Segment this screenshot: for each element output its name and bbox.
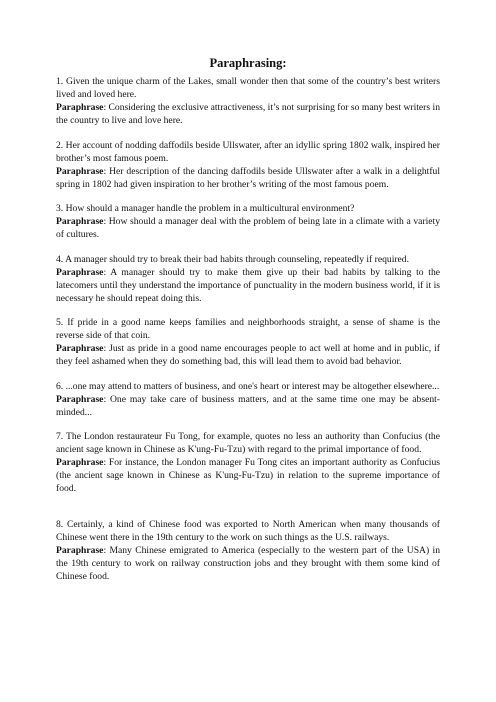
original-sentence: 1. Given the unique charm of the Lakes, small wonder then that some of the country’s best writers lived and loved here. xyxy=(56,76,440,100)
paraphrase-label: Paraphrase xyxy=(56,343,104,354)
paraphrase-label: Paraphrase xyxy=(56,102,104,113)
paraphrase-text: : Considering the exclusive attractiveness, it’s not surprising for so many best writers in the country to live and love here. xyxy=(56,102,440,126)
paraphrase-text: : Many Chinese emigrated to America (especially to the western part of the USA) in the 19th century to work on railway construction jobs and they brought with them some kind of Chinese food. xyxy=(56,545,440,582)
paraphrase-item-5 xyxy=(56,316,440,368)
paraphrase-label: Paraphrase xyxy=(56,457,104,468)
paraphrase-label: Paraphrase xyxy=(56,216,104,227)
original-sentence: 6. ...one may attend to matters of business, and one's heart or interest may be altogether elsewhere... xyxy=(56,380,440,392)
paraphrase-label: Paraphrase xyxy=(56,545,104,556)
paraphrase-sentence xyxy=(56,215,440,241)
paraphrase-item-6 xyxy=(56,380,440,419)
paraphrase-item-3 xyxy=(56,202,440,241)
paraphrase-item-4 xyxy=(56,253,440,305)
paraphrase-sentence xyxy=(56,342,440,368)
paraphrase-item-8 xyxy=(56,518,440,583)
paraphrase-sentence xyxy=(56,456,440,495)
original-sentence: 7. The London restaurateur Fu Tong, for example, quotes no less an authority than Confucius (the ancient sage known in Chinese as K'ung-Fu-Tzu) with regard to the primal importance of food. xyxy=(56,431,440,455)
paraphrase-text: : Her description of the dancing daffodils beside Ullswater after a walk in a delightful spring in 1802 had given inspiration to her brother’s writing of the most famous poem. xyxy=(56,165,440,190)
paraphrase-text: : One may take care of business matters, and at the same time one may be absent-minded... xyxy=(56,393,440,418)
paraphrase-sentence xyxy=(56,393,440,419)
paraphrase-item-2 xyxy=(56,139,440,191)
page-title: Paraphrasing: xyxy=(209,56,287,70)
paraphrase-label: Paraphrase xyxy=(56,165,104,177)
original-sentence: 4. A manager should try to break their bad habits through counseling, repeatedly if required. xyxy=(56,253,410,265)
paraphrase-sentence xyxy=(56,266,440,305)
paraphrase-sentence xyxy=(56,101,440,127)
paraphrase-label: Paraphrase xyxy=(56,266,104,278)
original-sentence: 5. If pride in a good name keeps families and neighborhoods straight, a sense of shame is the reverse side of that coin. xyxy=(56,317,440,341)
original-sentence: 2. Her account of nodding daffodils beside Ullswater, after an idyllic spring 1802 walk, inspired her brother’s most famous poem. xyxy=(56,139,440,164)
paraphrase-label: Paraphrase xyxy=(56,393,104,405)
original-sentence: 8. Certainly, a kind of Chinese food was exported to North American when many thousands of Chinese went there in the 19th century to the work on such things as the U.S. railways. xyxy=(56,519,440,543)
paraphrase-item-1 xyxy=(56,75,440,127)
paraphrase-sentence xyxy=(56,544,440,583)
paraphrase-item-7 xyxy=(56,430,440,495)
paraphrase-sentence xyxy=(56,165,440,191)
paraphrase-text: : A manager should try to make them give up their bad habits by talking to the latecomers until they understand the importance of punctuality in the modern business world, if it is necessary he should repeat doing this. xyxy=(56,266,440,304)
paraphrase-text: : How should a manager deal with the problem of being late in a climate with a variety of cultures. xyxy=(56,216,440,240)
paraphrase-text: : For instance, the London manager Fu Tong cites an important authority as Confucius (the ancient sage known in Chinese as K'ung-Fu-Tzu) in relation to the supreme importance of food. xyxy=(56,457,440,494)
paraphrase-text: : Just as pride in a good name encourages people to act well at home and in public, if they feel ashamed when they do something bad, this will lead them to avoid bad behavior. xyxy=(56,343,440,367)
original-sentence: 3. How should a manager handle the problem in a multicultural environment? xyxy=(56,203,355,214)
